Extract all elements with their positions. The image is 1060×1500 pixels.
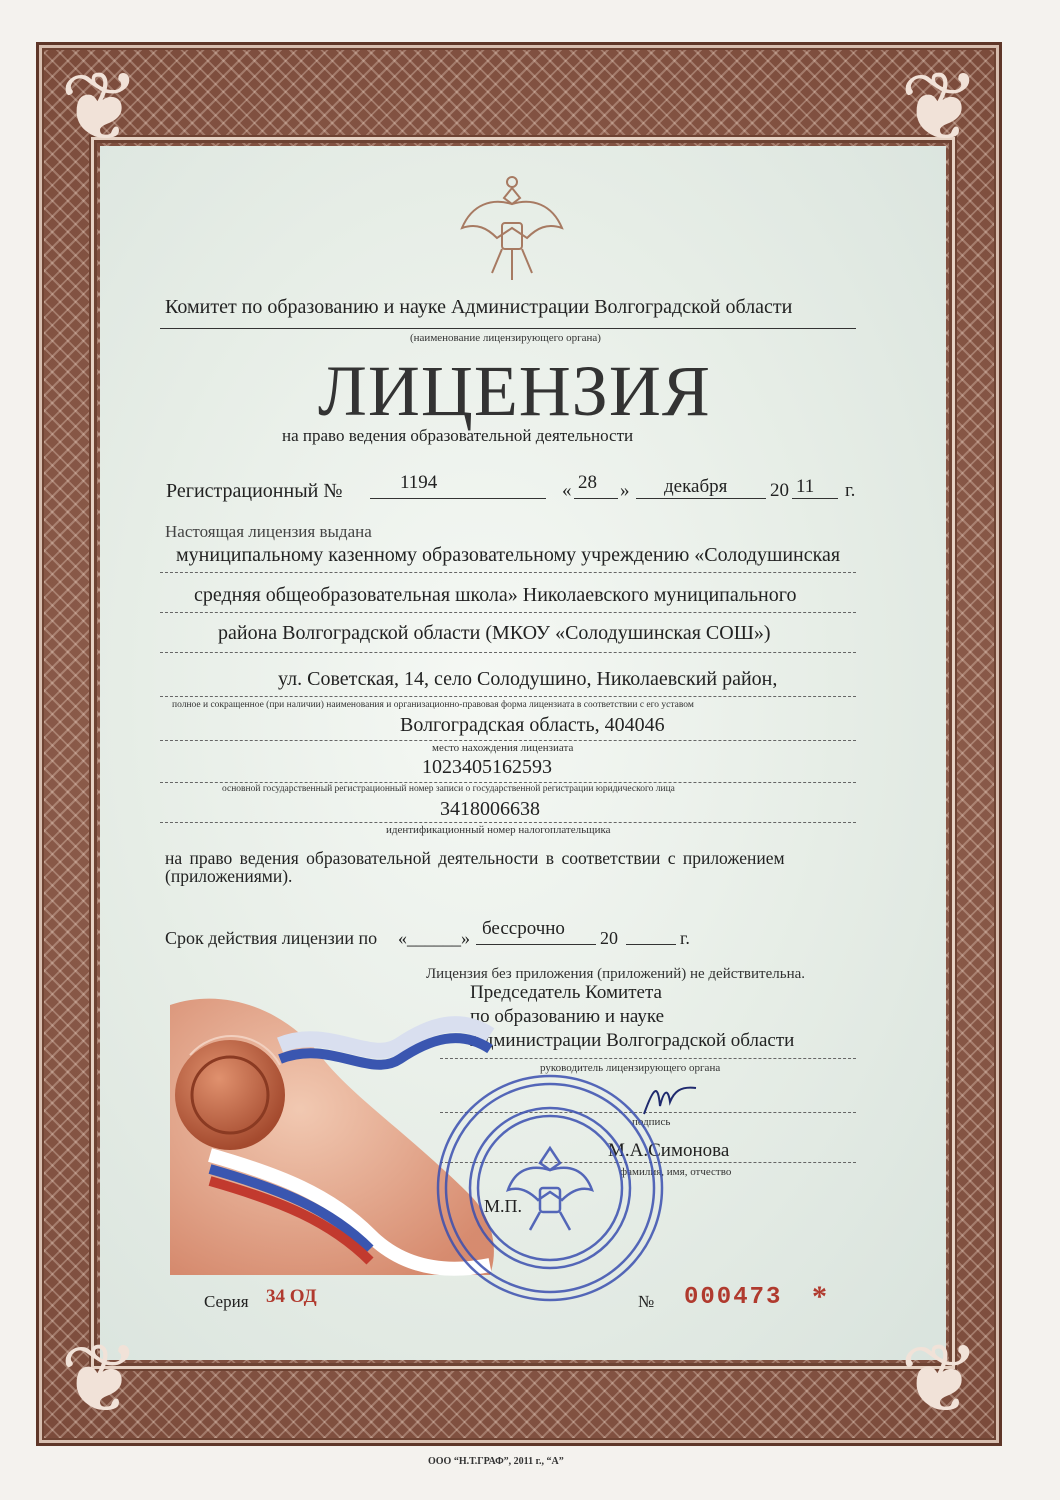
licensee-rule-3 [160, 652, 856, 653]
licensee-rule-2 [160, 612, 856, 613]
page-title: ЛИЦЕНЗИЯ [318, 351, 711, 431]
licensee-line-3: района Волгоградской области (МКОУ «Солодушинская СОШ») [218, 622, 771, 644]
month-rule [636, 498, 766, 499]
validity-year-prefix: 20 [600, 928, 618, 948]
registration-month: декабря [664, 476, 728, 497]
inn-caption: идентификационный номер налогоплательщика [386, 824, 611, 836]
ogrn-caption: основной государственный регистрационный номер записи о государственной регистрации юридического лица [222, 784, 675, 794]
date-close-quote: » [620, 480, 630, 501]
mp-label: М.П. [484, 1196, 523, 1216]
licensee-line-4: ул. Советская, 14, село Солодушино, Николаевский район, [278, 668, 778, 690]
ogrn-value: 1023405162593 [422, 756, 552, 778]
inn-rule [160, 822, 856, 823]
licensee-rule-4 [160, 696, 856, 697]
ogrn-rule [160, 782, 856, 783]
licensee-line-2: средняя общеобразовательная школа» Николаевского муниципального [194, 584, 797, 606]
authority-caption: (наименование лицензирующего органа) [410, 332, 601, 344]
location-rule [160, 740, 856, 741]
activity-text-line-2: (приложениями). [165, 866, 293, 886]
year-prefix: 20 [770, 480, 789, 501]
registration-number: 1194 [400, 472, 438, 493]
official-stamp [430, 1068, 670, 1308]
name-caption: фамилия, имя, отчество [620, 1166, 732, 1178]
validity-year-unit: г. [680, 928, 690, 948]
licensee-rule-1 [160, 572, 856, 573]
signatory-line-1: Председатель Комитета [470, 982, 662, 1003]
validity-label: Срок действия лицензии по [165, 928, 378, 948]
number-mark: * [812, 1280, 827, 1313]
registration-year: 11 [796, 476, 815, 497]
coat-of-arms-icon [452, 168, 572, 288]
validity-quotes: «______» [398, 928, 470, 948]
inn-value: 3418006638 [440, 798, 540, 820]
activity-text-line-1: на право ведения образовательной деятельности в соответствии с приложением [165, 848, 785, 868]
corner-ornament-icon: ❦ [59, 54, 141, 161]
issued-label: Настоящая лицензия выдана [165, 522, 372, 541]
corner-ornament-icon: ❦ [59, 1326, 141, 1433]
licensee-location: Волгоградская область, 404046 [400, 714, 665, 736]
corner-ornament-icon: ❦ [899, 54, 981, 161]
series-label: Серия [204, 1292, 249, 1311]
series-value: 34 ОД [266, 1286, 317, 1307]
validity-rule [476, 944, 596, 945]
registration-label: Регистрационный № [166, 480, 343, 502]
corner-ornament-icon: ❦ [899, 1326, 981, 1433]
signatory-name: М.А.Симонова [608, 1140, 730, 1161]
signature-icon [640, 1080, 700, 1120]
year-unit: г. [845, 480, 856, 501]
registration-number-rule [370, 498, 546, 499]
day-rule [574, 498, 618, 499]
validity-notice: Лицензия без приложения (приложений) не действительна. [426, 966, 806, 982]
document-number: 000473 [684, 1284, 783, 1311]
year-rule [792, 498, 838, 499]
validity-year-rule [626, 944, 676, 945]
signatory-line-3: Администрации Волгоградской области [470, 1030, 795, 1051]
authority-name: Комитет по образованию и науке Администрации Волгоградской области [165, 296, 793, 318]
validity-value: бессрочно [482, 918, 565, 939]
registration-day: 28 [578, 472, 597, 493]
page-subtitle: на право ведения образовательной деятельности [282, 426, 634, 445]
licensee-line-1: муниципальному казенному образовательному учреждению «Солодушинская [176, 544, 841, 566]
position-caption: руководитель лицензирующего органа [540, 1062, 721, 1074]
signature-caption: подпись [632, 1116, 671, 1128]
number-label: № [638, 1292, 655, 1311]
authority-rule [160, 328, 856, 329]
signatory-line-2: по образованию и науке [470, 1006, 665, 1027]
date-open-quote: « [562, 480, 572, 501]
location-caption: место нахождения лицензиата [432, 742, 574, 754]
printer-note: ООО “Н.Т.ГРАФ”, 2011 г., “А” [428, 1456, 564, 1467]
licensee-caption: полное и сокращенное (при наличии) наименования и организационно-правовая форма лицензиата в соответствии с его уставом [172, 700, 694, 710]
